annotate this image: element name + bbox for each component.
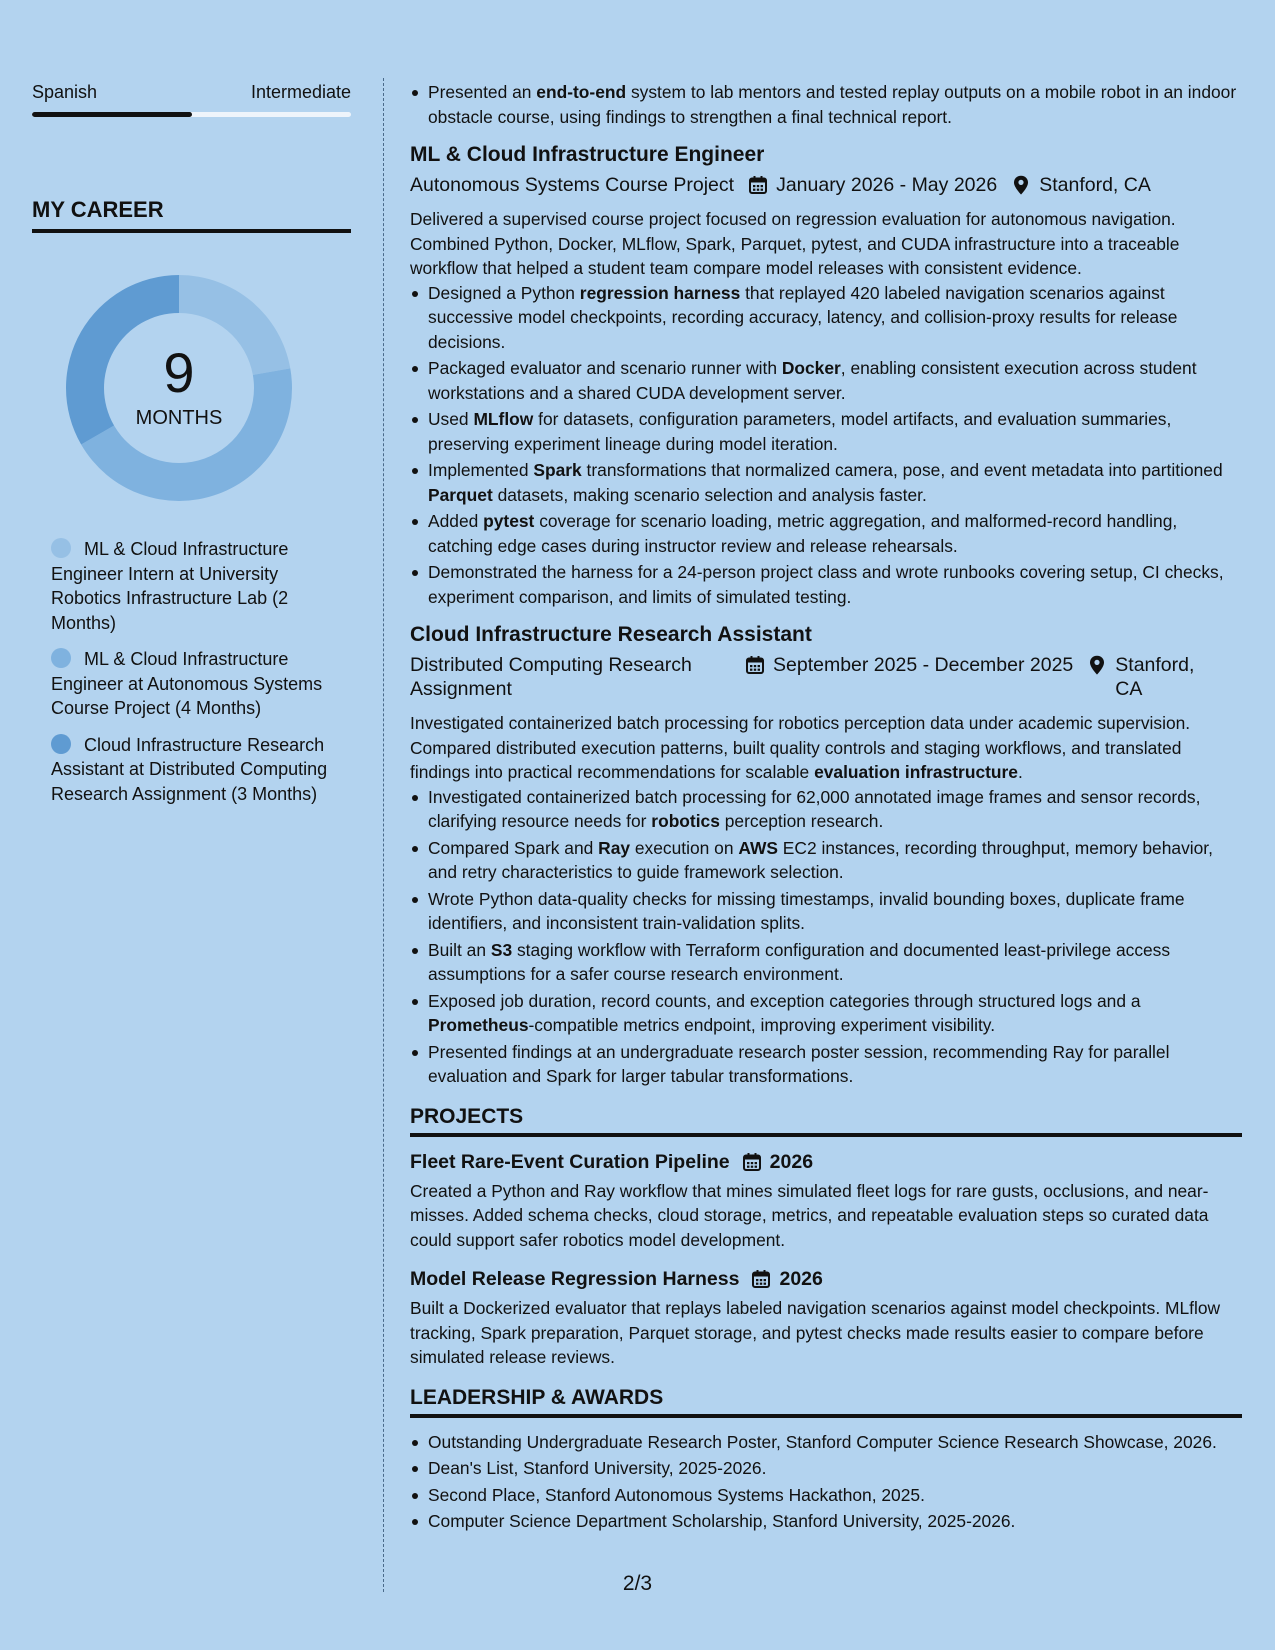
job-description: Investigated containerized batch processing for robotics perception data under academic supervision. Compared distributed execution patterns, built quality controls and staging workflows, and translated findings into practical recommendations for scalable evaluation infrastructure. xyxy=(410,713,1191,782)
job-bullets xyxy=(410,785,1242,1089)
language-level: Intermediate xyxy=(250,82,351,102)
legend-dot xyxy=(51,648,71,668)
job-bullets xyxy=(410,281,1242,610)
legend-dot xyxy=(51,538,71,558)
job-dates xyxy=(748,173,997,197)
calendar-icon xyxy=(745,655,765,675)
project-year: 2026 xyxy=(779,1268,823,1290)
job-bullet: Demonstrated the harness for a 24-person project class and wrote runbooks covering setup, CI checks, experiment comparison, and limits of simulated testing. xyxy=(410,560,1242,609)
award-item: Dean's List, Stanford University, 2025-2026. xyxy=(410,1456,1242,1481)
job-bullet: Designed a Python regression harness that replayed 420 labeled navigation scenarios against successive model checkpoints, recording accuracy, latency, and collision-proxy results for release decisions. xyxy=(410,281,1242,355)
career-legend xyxy=(32,537,351,806)
job-description: Delivered a supervised course project focused on regression evaluation for autonomous navigation. Combined Python, Docker, MLflow, Spark, Parquet, pytest, and CUDA infrastructure into a traceable workflow that helped a student team compare model releases with consistent evidence. xyxy=(410,209,1180,278)
legend-label: Cloud Infrastructure Research Assistant at Distributed Computing Research Assignment (3 Months) xyxy=(51,734,328,804)
career-legend-item xyxy=(51,733,331,807)
job-title: ML & Cloud Infrastructure Engineer xyxy=(410,143,765,166)
job-bullet: Wrote Python data-quality checks for missing timestamps, invalid bounding boxes, duplicate frame identifiers, and inconsistent train-validation splits. xyxy=(410,887,1242,936)
awards-heading: LEADERSHIP & AWARDS xyxy=(410,1384,1242,1418)
job-meta xyxy=(410,173,1242,197)
projects-list xyxy=(410,1149,1242,1370)
calendar-icon xyxy=(742,1152,762,1172)
job-dates xyxy=(745,653,1073,677)
projects-heading: PROJECTS xyxy=(410,1103,1242,1137)
award-item: Second Place, Stanford Autonomous Systems Hackathon, 2025. xyxy=(410,1483,1242,1508)
project-title-row xyxy=(410,1266,1242,1292)
job-meta xyxy=(410,653,1242,701)
job-organization: Distributed Computing Research Assignment xyxy=(410,654,692,700)
job-dates-text: January 2026 - May 2026 xyxy=(776,174,998,196)
career-legend-item xyxy=(51,647,331,721)
awards-list xyxy=(410,1430,1242,1534)
job-location xyxy=(1087,653,1217,701)
job-location-text: Stanford, CA xyxy=(1039,174,1151,196)
job-bullet: Compared Spark and Ray execution on AWS EC2 instances, recording throughput, memory behavior, and retry characteristics to guide framework selection. xyxy=(410,836,1242,885)
job-location xyxy=(1011,173,1151,197)
carryover-list xyxy=(410,80,1242,129)
language-proficiency-fill xyxy=(32,112,192,117)
legend-label: ML & Cloud Infrastructure Engineer at Autonomous Systems Course Project (4 Months) xyxy=(51,649,323,718)
map-pin-icon xyxy=(1011,175,1031,195)
job-bullet: Exposed job duration, record counts, and exception categories through structured logs and a Prometheus-compatible metrics endpoint, improving experiment visibility. xyxy=(410,989,1242,1038)
experience-list xyxy=(410,141,1242,1089)
column-divider xyxy=(383,78,384,1592)
award-item: Outstanding Undergraduate Research Poster, Stanford Computer Science Research Showcase, 2026. xyxy=(410,1430,1242,1455)
calendar-icon xyxy=(751,1269,771,1289)
project-title: Fleet Rare-Event Curation Pipeline xyxy=(410,1150,730,1173)
project-description: Built a Dockerized evaluator that replays labeled navigation scenarios against model checkpoints. MLflow tracking, Spark preparation, Parquet storage, and pytest checks made results easier to compare before simulated release reviews. xyxy=(410,1298,1221,1367)
job-bullet: Used MLflow for datasets, configuration parameters, model artifacts, and evaluation summaries, preserving experiment lineage during model iteration. xyxy=(410,407,1242,456)
job-bullet: Implemented Spark transformations that normalized camera, pose, and event metadata into partitioned Parquet datasets, making scenario selection and analysis faster. xyxy=(410,458,1242,507)
map-pin-icon xyxy=(1087,655,1107,675)
job-dates-text: September 2025 - December 2025 xyxy=(773,654,1074,676)
project-title: Model Release Regression Harness xyxy=(410,1268,740,1290)
career-total-unit: MONTHS xyxy=(135,407,223,429)
award-item: Computer Science Department Scholarship, Stanford University, 2025-2026. xyxy=(410,1509,1242,1534)
job-bullet: Built an S3 staging workflow with Terraform configuration and documented least-privilege access assumptions for a safer course research environment. xyxy=(410,938,1242,987)
career-heading: MY CAREER xyxy=(32,195,351,233)
language-proficiency-bar xyxy=(32,112,351,117)
job-location-text: Stanford, CA xyxy=(1115,654,1195,700)
page-number: 2/3 xyxy=(622,1572,653,1595)
job-bullet: Presented findings at an undergraduate research poster session, recommending Ray for parallel evaluation and Spark for larger tabular transformations. xyxy=(410,1040,1242,1089)
sidebar xyxy=(32,80,351,818)
job-bullet: Packaged evaluator and scenario runner with Docker, enabling consistent execution across student workstations and a shared CUDA development server. xyxy=(410,356,1242,405)
language-row xyxy=(32,80,351,104)
project-description: Created a Python and Ray workflow that mines simulated fleet logs for rare gusts, occlusions, and near-misses. Added schema checks, cloud storage, metrics, and repeatable evaluation steps so curated data could support safer robotics model development. xyxy=(410,1180,1209,1250)
career-total-value: 9 xyxy=(163,341,195,404)
job-bullet: Added pytest coverage for scenario loading, metric aggregation, and malformed-record handling, catching edge cases during instructor review and release rehearsals. xyxy=(410,509,1242,558)
carryover-bullet: Presented an end-to-end system to lab mentors and tested replay outputs on a mobile robot in an indoor obstacle course, using findings to strengthen a final technical report. xyxy=(410,80,1242,129)
legend-label: ML & Cloud Infrastructure Engineer Intern at University Robotics Infrastructure Lab (2 Months) xyxy=(51,539,289,633)
job-title: Cloud Infrastructure Research Assistant xyxy=(410,623,812,646)
language-name: Spanish xyxy=(32,82,98,102)
legend-dot xyxy=(51,734,71,754)
project-title-row xyxy=(410,1149,1242,1175)
job-bullet: Investigated containerized batch processing for 62,000 annotated image frames and sensor records, clarifying resource needs for robotics perception research. xyxy=(410,785,1242,834)
calendar-icon xyxy=(748,175,768,195)
career-donut-chart xyxy=(64,273,294,503)
career-legend-item xyxy=(51,537,331,635)
main-column xyxy=(410,80,1242,1536)
project-year: 2026 xyxy=(769,1150,814,1173)
job-organization: Autonomous Systems Course Project xyxy=(410,174,735,196)
